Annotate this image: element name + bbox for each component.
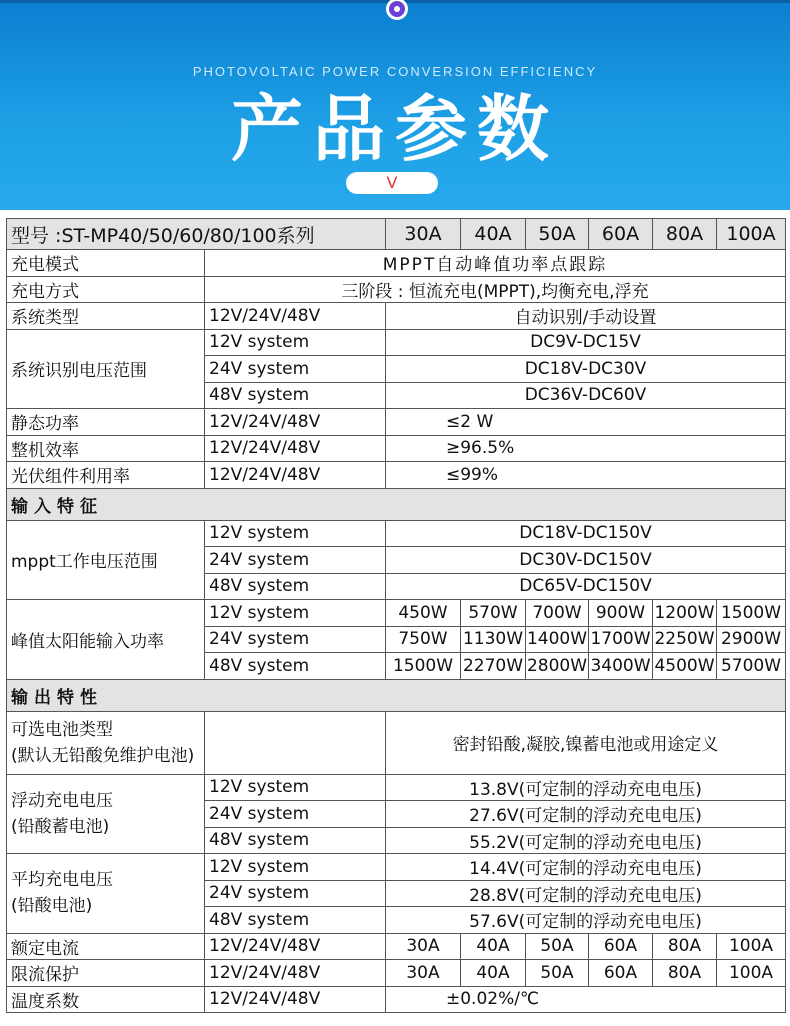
row-system: 12V system: [205, 520, 386, 547]
row-value: 13.8V(可定制的浮动充电电压): [386, 774, 786, 801]
current-col-60a: 60A: [589, 219, 653, 250]
row-label: 系统类型: [7, 303, 205, 330]
row-label: 充电模式: [7, 250, 205, 277]
row-label: 充电方式: [7, 276, 205, 303]
banner: [0, 0, 790, 210]
table-cell: 3400W: [589, 653, 653, 680]
table-row: [7, 854, 786, 881]
row-value: DC9V-DC15V: [386, 329, 786, 356]
current-col-50a: 50A: [526, 219, 589, 250]
row-label-line2: (铅酸电池): [11, 896, 93, 917]
table-row: [7, 711, 786, 774]
current-col-80a: 80A: [653, 219, 717, 250]
section-header-output: [7, 679, 786, 711]
table-cell: 4500W: [653, 653, 717, 680]
table-row: [7, 409, 786, 436]
row-value: DC65V-DC150V: [386, 573, 786, 600]
row-system: 48V system: [205, 573, 386, 600]
table-row: [7, 960, 786, 987]
table-cell: 700W: [526, 600, 589, 627]
row-value: ≤2 W: [386, 409, 786, 436]
row-system: 12V/24V/48V: [205, 409, 386, 436]
row-value: 三阶段 : 恒流充电(MPPT),均衡充电,浮充: [205, 276, 786, 303]
table-row: [7, 276, 786, 303]
table-cell: 2250W: [653, 626, 717, 653]
table-cell: 50A: [526, 960, 589, 987]
current-col-40a: 40A: [461, 219, 526, 250]
row-label-line1: 可选电池类型: [11, 719, 113, 740]
row-value: 57.6V(可定制的浮动充电电压): [386, 907, 786, 934]
table-row: [7, 986, 786, 1013]
table-cell: 60A: [589, 933, 653, 960]
row-value: DC30V-DC150V: [386, 547, 786, 574]
banner-subtitle: PHOTOVOLTAIC POWER CONVERSION EFFICIENCY: [192, 64, 598, 79]
row-value: ±0.02%/℃: [386, 986, 786, 1013]
row-value: ≥96.5%: [386, 435, 786, 462]
chevron-badge: V: [346, 172, 438, 194]
table-cell: 570W: [461, 600, 526, 627]
row-system: 12V/24V/48V: [205, 986, 386, 1013]
row-system: 12V/24V/48V: [205, 303, 386, 330]
row-label: 整机效率: [7, 435, 205, 462]
table-cell: 30A: [386, 960, 461, 987]
section-title: 输入特征: [7, 488, 786, 520]
table-cell: 450W: [386, 600, 461, 627]
table-cell: 30A: [386, 933, 461, 960]
row-label: 系统识别电压范围: [7, 329, 205, 409]
row-value: DC18V-DC30V: [386, 356, 786, 383]
table-cell: 60A: [589, 960, 653, 987]
row-system: 24V system: [205, 356, 386, 383]
table-cell: 40A: [461, 960, 526, 987]
row-system: 12V system: [205, 774, 386, 801]
row-label: 额定电流: [7, 933, 205, 960]
row-system: 12V system: [205, 329, 386, 356]
table-cell: 1500W: [386, 653, 461, 680]
section-title: 输出特性: [7, 679, 786, 711]
row-system: 12V system: [205, 854, 386, 881]
table-cell: 1130W: [461, 626, 526, 653]
row-label: [7, 774, 205, 854]
table-row: [7, 520, 786, 547]
row-value: MPPT自动峰值功率点跟踪: [205, 250, 786, 277]
row-system: 48V system: [205, 907, 386, 934]
table-cell: 1200W: [653, 600, 717, 627]
row-value: 27.6V(可定制的浮动充电电压): [386, 801, 786, 828]
table-cell: 1400W: [526, 626, 589, 653]
table-cell: 50A: [526, 933, 589, 960]
row-label-line1: 浮动充电电压: [11, 790, 113, 811]
row-label: [7, 854, 205, 934]
table-cell: 80A: [653, 933, 717, 960]
row-label-line2: (默认无铅酸免维护电池): [11, 745, 195, 766]
row-label: 光伏组件利用率: [7, 462, 205, 489]
section-header-input: [7, 488, 786, 520]
circle-dot-icon: [386, 0, 408, 20]
row-label: 峰值太阳能输入功率: [7, 600, 205, 680]
row-value: DC36V-DC60V: [386, 382, 786, 409]
table-cell: 5700W: [717, 653, 786, 680]
row-system-empty: [205, 711, 386, 774]
table-cell: 80A: [653, 960, 717, 987]
table-row: [7, 600, 786, 627]
table-row: [7, 329, 786, 356]
row-system: 12V/24V/48V: [205, 462, 386, 489]
table-cell: 750W: [386, 626, 461, 653]
table-cell: 2900W: [717, 626, 786, 653]
row-value: 55.2V(可定制的浮动充电电压): [386, 827, 786, 854]
table-header-row: [7, 219, 786, 250]
table-row: [7, 774, 786, 801]
row-label-line2: (铅酸蓄电池): [11, 816, 110, 837]
row-label: 静态功率: [7, 409, 205, 436]
current-col-30a: 30A: [386, 219, 461, 250]
table-row: [7, 303, 786, 330]
row-system: 24V system: [205, 880, 386, 907]
row-label: 限流保护: [7, 960, 205, 987]
table-row: [7, 435, 786, 462]
row-value: 28.8V(可定制的浮动充电电压): [386, 880, 786, 907]
row-label: [7, 711, 205, 774]
current-col-100a: 100A: [717, 219, 786, 250]
row-system: 12V/24V/48V: [205, 960, 386, 987]
table-cell: 40A: [461, 933, 526, 960]
table-row: [7, 250, 786, 277]
row-system: 24V system: [205, 801, 386, 828]
table-row: [7, 462, 786, 489]
table-cell: 1500W: [717, 600, 786, 627]
row-value: ≤99%: [386, 462, 786, 489]
row-value: 密封铅酸,凝胶,镍蓄电池或用途定义: [386, 711, 786, 774]
row-label: 温度系数: [7, 986, 205, 1013]
row-system: 24V system: [205, 626, 386, 653]
row-system: 48V system: [205, 382, 386, 409]
model-label: 型号 :ST-MP40/50/60/80/100系列: [7, 219, 386, 250]
table-cell: 100A: [717, 933, 786, 960]
row-value: DC18V-DC150V: [386, 520, 786, 547]
table-row: [7, 933, 786, 960]
table-cell: 2800W: [526, 653, 589, 680]
row-system: 24V system: [205, 547, 386, 574]
page-title: 产品参数: [230, 87, 559, 171]
table-cell: 1700W: [589, 626, 653, 653]
table-cell: 900W: [589, 600, 653, 627]
spec-table: [6, 218, 785, 1013]
row-system: 48V system: [205, 653, 386, 680]
row-label: mppt工作电压范围: [7, 520, 205, 600]
row-system: 48V system: [205, 827, 386, 854]
table-cell: 100A: [717, 960, 786, 987]
row-system: 12V/24V/48V: [205, 435, 386, 462]
row-value: 自动识别/手动设置: [386, 303, 786, 330]
table-cell: 2270W: [461, 653, 526, 680]
row-system: 12V system: [205, 600, 386, 627]
row-label-line1: 平均充电电压: [11, 870, 113, 891]
row-system: 12V/24V/48V: [205, 933, 386, 960]
row-value: 14.4V(可定制的浮动充电电压): [386, 854, 786, 881]
